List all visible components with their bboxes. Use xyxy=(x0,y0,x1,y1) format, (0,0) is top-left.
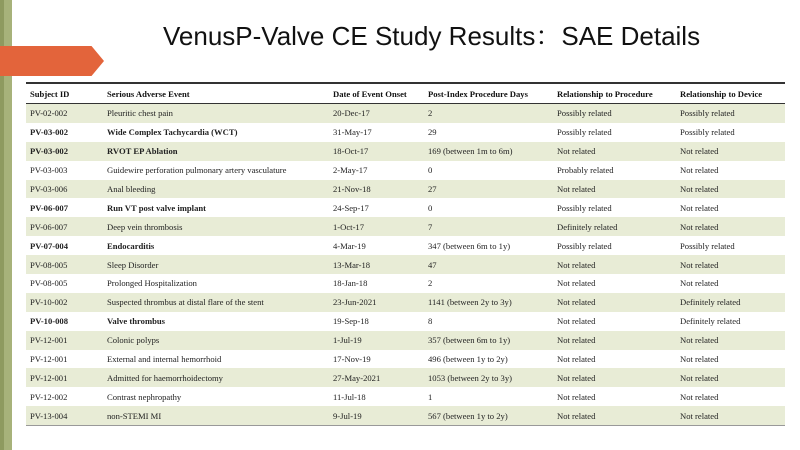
table-row xyxy=(26,180,785,199)
table-row xyxy=(26,274,785,293)
procedure-days-cell: 0 xyxy=(428,202,433,213)
event-date-cell: 18-Jan-18 xyxy=(333,278,368,289)
procedure-days-cell: 0 xyxy=(428,165,433,176)
event-date-cell: 24-Sep-17 xyxy=(333,202,369,213)
event-date-cell: 17-Nov-19 xyxy=(333,354,371,365)
procedure-relationship-cell: Not related xyxy=(557,335,596,346)
adverse-event-cell: non-STEMI MI xyxy=(107,410,162,421)
event-date-cell: 21-Nov-18 xyxy=(333,184,371,194)
procedure-days-cell: 27 xyxy=(428,184,437,194)
procedure-relationship-cell: Not related xyxy=(557,372,596,383)
procedure-days-cell: 29 xyxy=(428,127,437,138)
adverse-event-cell: RVOT EP Ablation xyxy=(107,146,178,157)
subject-id-cell: PV-02-002 xyxy=(30,108,68,119)
procedure-relationship-cell: Possibly related xyxy=(557,127,612,138)
event-date-cell: 20-Dec-17 xyxy=(333,108,370,119)
event-date-cell: 23-Jun-2021 xyxy=(333,297,377,308)
subject-id-cell: PV-08-005 xyxy=(30,278,68,289)
subject-id-cell: PV-12-001 xyxy=(30,372,68,383)
device-relationship-cell: Not related xyxy=(680,146,719,157)
sae-details-table xyxy=(26,82,785,426)
event-date-cell: 1-Jul-19 xyxy=(333,335,362,346)
procedure-days-cell: 567 (between 1y to 2y) xyxy=(428,410,508,421)
adverse-event-cell: Prolonged Hospitalization xyxy=(107,278,197,289)
subject-id-cell: PV-03-002 xyxy=(30,127,69,138)
header-relationship-to-procedure: Relationship to Procedure xyxy=(553,83,676,104)
procedure-relationship-cell: Not related xyxy=(557,297,596,308)
event-date-cell: 19-Sep-18 xyxy=(333,316,369,327)
device-relationship-cell: Not related xyxy=(680,372,719,383)
event-date-cell: 11-Jul-18 xyxy=(333,391,366,402)
adverse-event-cell: Guidewire perforation pulmonary artery vasculature xyxy=(107,165,287,176)
accent-arrow-shape xyxy=(0,46,104,76)
table-row xyxy=(26,312,785,331)
procedure-relationship-cell: Not related xyxy=(557,184,596,194)
procedure-days-cell: 357 (between 6m to 1y) xyxy=(428,335,511,346)
device-relationship-cell: Not related xyxy=(680,184,719,194)
adverse-event-cell: Sleep Disorder xyxy=(107,259,159,270)
subject-id-cell: PV-06-007 xyxy=(30,202,69,213)
device-relationship-cell: Possibly related xyxy=(680,240,735,251)
event-date-cell: 18-Oct-17 xyxy=(333,146,369,157)
device-relationship-cell: Not related xyxy=(680,202,719,213)
table-row xyxy=(26,350,785,369)
table-row xyxy=(26,255,785,274)
header-relationship-to-device: Relationship to Device xyxy=(676,83,785,104)
subject-id-cell: PV-06-007 xyxy=(30,221,68,232)
sae-table-container xyxy=(26,82,785,426)
subject-id-cell: PV-07-004 xyxy=(30,240,69,251)
procedure-relationship-cell: Not related xyxy=(557,146,596,157)
device-relationship-cell: Not related xyxy=(680,335,719,346)
table-row xyxy=(26,236,785,255)
subject-id-cell: PV-12-001 xyxy=(30,335,68,346)
procedure-relationship-cell: Not related xyxy=(557,259,596,270)
procedure-days-cell: 2 xyxy=(428,108,433,119)
procedure-days-cell: 496 (between 1y to 2y) xyxy=(428,354,508,365)
procedure-days-cell: 347 (between 6m to 1y) xyxy=(428,240,511,251)
table-row xyxy=(26,104,785,123)
procedure-relationship-cell: Definitely related xyxy=(557,221,618,232)
table-row xyxy=(26,123,785,142)
adverse-event-cell: Suspected thrombus at distal flare of the stent xyxy=(107,297,264,308)
adverse-event-cell: Endocarditis xyxy=(107,240,155,251)
event-date-cell: 4-Mar-19 xyxy=(333,240,366,251)
table-row xyxy=(26,142,785,161)
device-relationship-cell: Not related xyxy=(680,391,719,402)
device-relationship-cell: Not related xyxy=(680,221,719,232)
device-relationship-cell: Not related xyxy=(680,410,719,421)
event-date-cell: 27-May-2021 xyxy=(333,372,381,383)
table-row xyxy=(26,161,785,180)
procedure-relationship-cell: Not related xyxy=(557,316,596,327)
procedure-days-cell: 2 xyxy=(428,278,433,289)
adverse-event-cell: Anal bleeding xyxy=(107,184,156,194)
device-relationship-cell: Not related xyxy=(680,259,719,270)
table-row xyxy=(26,387,785,406)
event-date-cell: 9-Jul-19 xyxy=(333,410,362,421)
subject-id-cell: PV-03-006 xyxy=(30,184,68,194)
table-row xyxy=(26,406,785,425)
procedure-days-cell: 8 xyxy=(428,316,433,327)
device-relationship-cell: Not related xyxy=(680,165,719,176)
subject-id-cell: PV-10-008 xyxy=(30,316,69,327)
procedure-relationship-cell: Not related xyxy=(557,354,596,365)
adverse-event-cell: Deep vein thrombosis xyxy=(107,221,183,232)
header-post-index-procedure-days: Post-Index Procedure Days xyxy=(424,83,553,104)
subject-id-cell: PV-10-002 xyxy=(30,297,68,308)
procedure-relationship-cell: Possibly related xyxy=(557,240,612,251)
subject-id-cell: PV-12-001 xyxy=(30,354,68,365)
procedure-relationship-cell: Not related xyxy=(557,410,596,421)
procedure-relationship-cell: Possibly related xyxy=(557,108,612,119)
table-row xyxy=(26,217,785,236)
device-relationship-cell: Definitely related xyxy=(680,316,741,327)
device-relationship-cell: Not related xyxy=(680,354,719,365)
procedure-days-cell: 169 (between 1m to 6m) xyxy=(428,146,513,157)
header-subject-id: Subject ID xyxy=(26,83,103,104)
procedure-relationship-cell: Not related xyxy=(557,391,596,402)
adverse-event-cell: Valve thrombus xyxy=(107,316,166,327)
event-date-cell: 31-May-17 xyxy=(333,127,372,138)
procedure-days-cell: 1 xyxy=(428,391,433,402)
procedure-days-cell: 1053 (between 2y to 3y) xyxy=(428,372,513,383)
procedure-relationship-cell: Possibly related xyxy=(557,202,612,213)
subject-id-cell: PV-03-003 xyxy=(30,165,68,176)
header-serious-adverse-event: Serious Adverse Event xyxy=(103,83,329,104)
procedure-relationship-cell: Not related xyxy=(557,278,596,289)
header-date-of-event-onset: Date of Event Onset xyxy=(329,83,424,104)
table-body xyxy=(26,104,785,426)
event-date-cell: 1-Oct-17 xyxy=(333,221,365,232)
event-date-cell: 2-May-17 xyxy=(333,165,368,176)
device-relationship-cell: Not related xyxy=(680,278,719,289)
subject-id-cell: PV-13-004 xyxy=(30,410,68,421)
adverse-event-cell: Admitted for haemorrhoidectomy xyxy=(107,372,223,383)
slide-title: VenusP-Valve CE Study Results：SAE Details xyxy=(163,21,701,51)
procedure-days-cell: 47 xyxy=(428,259,437,270)
adverse-event-cell: Run VT post valve implant xyxy=(107,202,207,213)
procedure-days-cell: 7 xyxy=(428,221,433,232)
adverse-event-cell: Pleuritic chest pain xyxy=(107,108,173,119)
adverse-event-cell: Contrast nephropathy xyxy=(107,391,182,402)
adverse-event-cell: External and internal hemorrhoid xyxy=(107,354,222,365)
table-row xyxy=(26,198,785,217)
device-relationship-cell: Possibly related xyxy=(680,127,735,138)
table-header-row xyxy=(26,83,785,104)
device-relationship-cell: Definitely related xyxy=(680,297,741,308)
adverse-event-cell: Wide Complex Tachycardia (WCT) xyxy=(107,127,238,138)
procedure-days-cell: 1141 (between 2y to 3y) xyxy=(428,297,512,308)
subject-id-cell: PV-12-002 xyxy=(30,391,68,402)
table-row xyxy=(26,368,785,387)
table-row xyxy=(26,331,785,350)
table-row xyxy=(26,293,785,312)
procedure-relationship-cell: Probably related xyxy=(557,165,614,176)
device-relationship-cell: Possibly related xyxy=(680,108,735,119)
event-date-cell: 13-Mar-18 xyxy=(333,259,371,270)
subject-id-cell: PV-08-005 xyxy=(30,259,68,270)
subject-id-cell: PV-03-002 xyxy=(30,146,69,157)
adverse-event-cell: Colonic polyps xyxy=(107,335,160,346)
